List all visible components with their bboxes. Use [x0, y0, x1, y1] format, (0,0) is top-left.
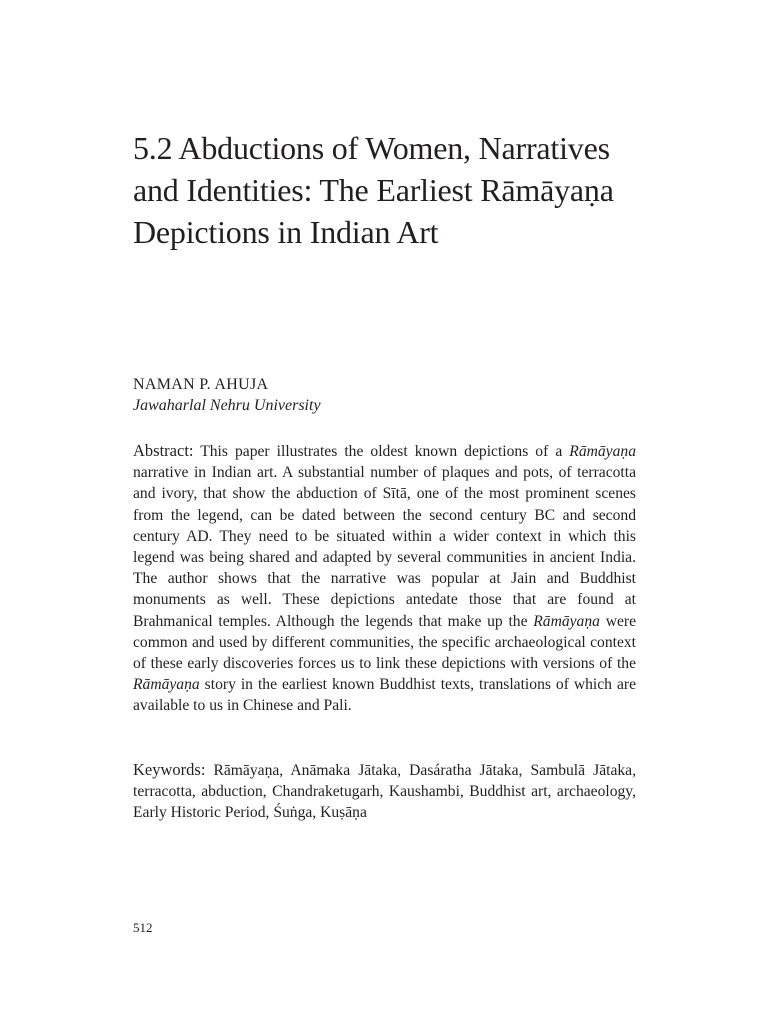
- author-name: NAMAN P. AHUJA: [133, 376, 269, 393]
- abstract-title-ref: Rāmāyaṇa: [533, 612, 600, 630]
- abstract-title-ref: Rāmāyaṇa: [133, 676, 200, 694]
- abstract-paragraph: [133, 440, 636, 717]
- page-number: 512: [133, 920, 153, 935]
- abstract-label: Abstract:: [133, 441, 194, 460]
- abstract-text: were common and used by different communities, the specific archaeological context of these early discoveries forces us to link these depictions with versions of the: [133, 612, 636, 673]
- abstract-text: This paper illustrates the oldest known depictions of a: [193, 443, 570, 460]
- author-affiliation: Jawaharlal Nehru University: [133, 397, 321, 414]
- abstract-title-ref: Rāmāyaṇa: [569, 443, 636, 460]
- keywords-label: Keywords:: [133, 760, 206, 779]
- chapter-title: 5.2 Abductions of Women, Narratives and Identities: The Earliest Rāmāyaṇa Depictions in Indian Art: [133, 130, 614, 250]
- author-block: [133, 374, 653, 416]
- abstract-text: narrative in Indian art. A substantial number of plaques and pots, of terracotta and ivory, that show the abduction of Sītā, one of the most prominent scenes from the legend, can be dated between the second century BC and second century AD. They need to be situated within a wider context in which this legend was being shared and adapted by several communities in ancient India. The author shows that the narrative was popular at Jain and Buddhist monuments as well. These depictions antedate those that are found at Brahmanical temples. Although the legends that make up the: [133, 464, 636, 630]
- keywords-text: Rāmāyaṇa, Anāmaka Jātaka, Dasáratha Jātaka, Sambulā Jātaka, terracotta, abduction, Chandraketugarh, Kaushambi, Buddhist art, archaeology, Early Historic Period, Śuṅga, Kuṣāṇa: [133, 762, 636, 822]
- keywords-paragraph: [133, 759, 636, 824]
- abstract-text: story in the earliest known Buddhist texts, translations of which are available to us in Chinese and Pali.: [133, 676, 636, 715]
